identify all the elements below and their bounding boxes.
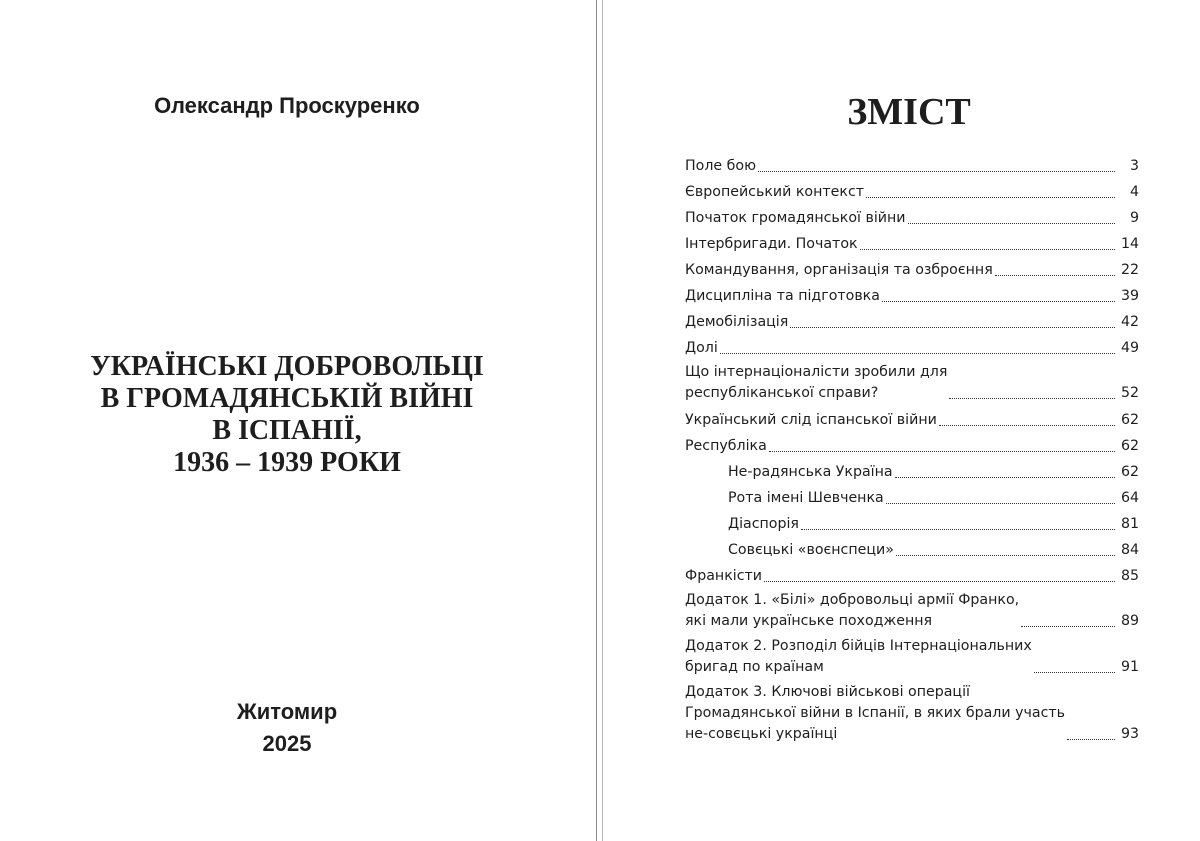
toc-entry-title: Демобілізація — [685, 313, 789, 330]
toc-entry[interactable] — [685, 361, 1139, 407]
book-title — [0, 351, 574, 479]
toc-entry-title: Європейський контекст — [685, 183, 865, 200]
toc-page-number: 42 — [1120, 313, 1139, 330]
toc-subentry[interactable] — [685, 511, 1139, 537]
dot-leader — [896, 555, 1115, 556]
toc-entry-title: Командування, організація та озброєння — [685, 261, 993, 278]
toc-entry[interactable] — [685, 563, 1139, 589]
dot-leader — [758, 171, 1115, 172]
imprint-city: Житомир — [236, 699, 338, 724]
toc-entry-title: Початок громадянської війни — [685, 209, 906, 226]
toc-page-number: 4 — [1129, 183, 1139, 200]
toc-entry-title: Долі — [685, 339, 718, 356]
dot-leader — [886, 503, 1115, 504]
toc-entry-title: Інтербригади. Початок — [685, 235, 858, 252]
toc-entry[interactable] — [685, 635, 1139, 681]
dot-leader — [882, 301, 1115, 302]
spine-line — [602, 0, 603, 841]
dot-leader — [908, 223, 1116, 224]
dot-leader — [790, 327, 1115, 328]
toc-page-number: 85 — [1120, 567, 1139, 584]
toc-entry[interactable] — [685, 407, 1139, 433]
toc-page-number: 49 — [1120, 339, 1139, 356]
dot-leader — [1067, 739, 1115, 740]
toc-entry[interactable] — [685, 257, 1139, 283]
book-title-line: В ГРОМАДЯНСЬКІЙ ВІЙНІ — [100, 383, 474, 414]
dot-leader — [720, 353, 1115, 354]
toc-page-number: 84 — [1120, 541, 1139, 558]
toc-entry-title: Додаток 3. Ключові військові операції Громадянської війни в Іспанії, в яких брали участь не-совєцькі українці — [685, 684, 1066, 742]
toc-page-number: 93 — [1120, 726, 1139, 742]
toc-entry-title: Республіка — [685, 437, 767, 454]
book-spine-gutter — [594, 0, 606, 841]
toc-entry-title: Додаток 1. «Білі» добровольці армії Франко, які мали українське походження — [685, 592, 1020, 629]
toc-entry[interactable] — [685, 681, 1139, 748]
toc-entry[interactable] — [685, 309, 1139, 335]
toc-entry-title: Рота імені Шевченка — [728, 489, 884, 506]
dot-leader — [995, 275, 1115, 276]
toc-page-number: 62 — [1120, 411, 1139, 428]
book-title-line: УКРАЇНСЬКІ ДОБРОВОЛЬЦІ — [90, 351, 484, 382]
toc-page-number: 3 — [1129, 157, 1139, 174]
contents-page — [606, 0, 1200, 841]
spine-line — [596, 0, 597, 841]
toc-subentry[interactable] — [685, 485, 1139, 511]
toc-page-number: 89 — [1120, 613, 1139, 629]
toc-entry-title: Франкісти — [685, 567, 762, 584]
toc-page-number: 39 — [1120, 287, 1139, 304]
book-title-line: 1936 – 1939 РОКИ — [173, 447, 401, 478]
toc-entry-title: Не-радянська Україна — [728, 463, 893, 480]
dot-leader — [1021, 626, 1115, 627]
toc-entry-title: Поле бою — [685, 157, 757, 174]
toc-entry[interactable] — [685, 433, 1139, 459]
dot-leader — [895, 477, 1115, 478]
title-page — [0, 0, 594, 841]
dot-leader — [801, 529, 1115, 530]
toc-page-number: 22 — [1120, 261, 1139, 278]
dot-leader — [939, 425, 1115, 426]
toc-entry-title: Діаспорія — [728, 515, 799, 532]
toc-entry-title: Що інтернаціоналісти зробили для республіканської справи? — [685, 364, 948, 401]
toc-entry[interactable] — [685, 179, 1139, 205]
imprint — [0, 696, 574, 760]
toc-page-number: 14 — [1120, 235, 1139, 252]
toc-entry-title: Дисципліна та підготовка — [685, 287, 880, 304]
dot-leader — [949, 398, 1115, 399]
toc-entry[interactable] — [685, 231, 1139, 257]
toc-page-number: 81 — [1120, 515, 1139, 532]
toc-entry[interactable] — [685, 283, 1139, 309]
toc-page-number: 62 — [1120, 437, 1139, 454]
toc-entry-title: Український слід іспанської війни — [685, 411, 937, 428]
toc-entry[interactable] — [685, 589, 1139, 635]
toc-subentry[interactable] — [685, 537, 1139, 563]
imprint-year: 2025 — [262, 731, 312, 756]
dot-leader — [866, 197, 1115, 198]
toc-subentry[interactable] — [685, 459, 1139, 485]
toc-entry[interactable] — [685, 335, 1139, 361]
toc-page-number: 64 — [1120, 489, 1139, 506]
dot-leader — [1034, 672, 1115, 673]
toc-entry-title: Совєцькі «воєнспеци» — [728, 541, 894, 558]
toc-page-number: 62 — [1120, 463, 1139, 480]
contents-heading: ЗМІСТ — [847, 91, 971, 133]
toc-page-number: 52 — [1120, 385, 1139, 401]
toc-entry-title: Додаток 2. Розподіл бійців Інтернаціональних бригад по країнам — [685, 638, 1032, 675]
dot-leader — [769, 451, 1115, 452]
dot-leader — [764, 581, 1115, 582]
toc-entry[interactable] — [685, 205, 1139, 231]
toc-page-number: 9 — [1129, 209, 1139, 226]
book-title-line: В ІСПАНІЇ, — [212, 415, 362, 446]
table-of-contents — [685, 153, 1139, 748]
author-name: Олександр Проскуренко — [154, 93, 420, 118]
toc-page-number: 91 — [1120, 659, 1139, 675]
toc-entry[interactable] — [685, 153, 1139, 179]
dot-leader — [860, 249, 1115, 250]
